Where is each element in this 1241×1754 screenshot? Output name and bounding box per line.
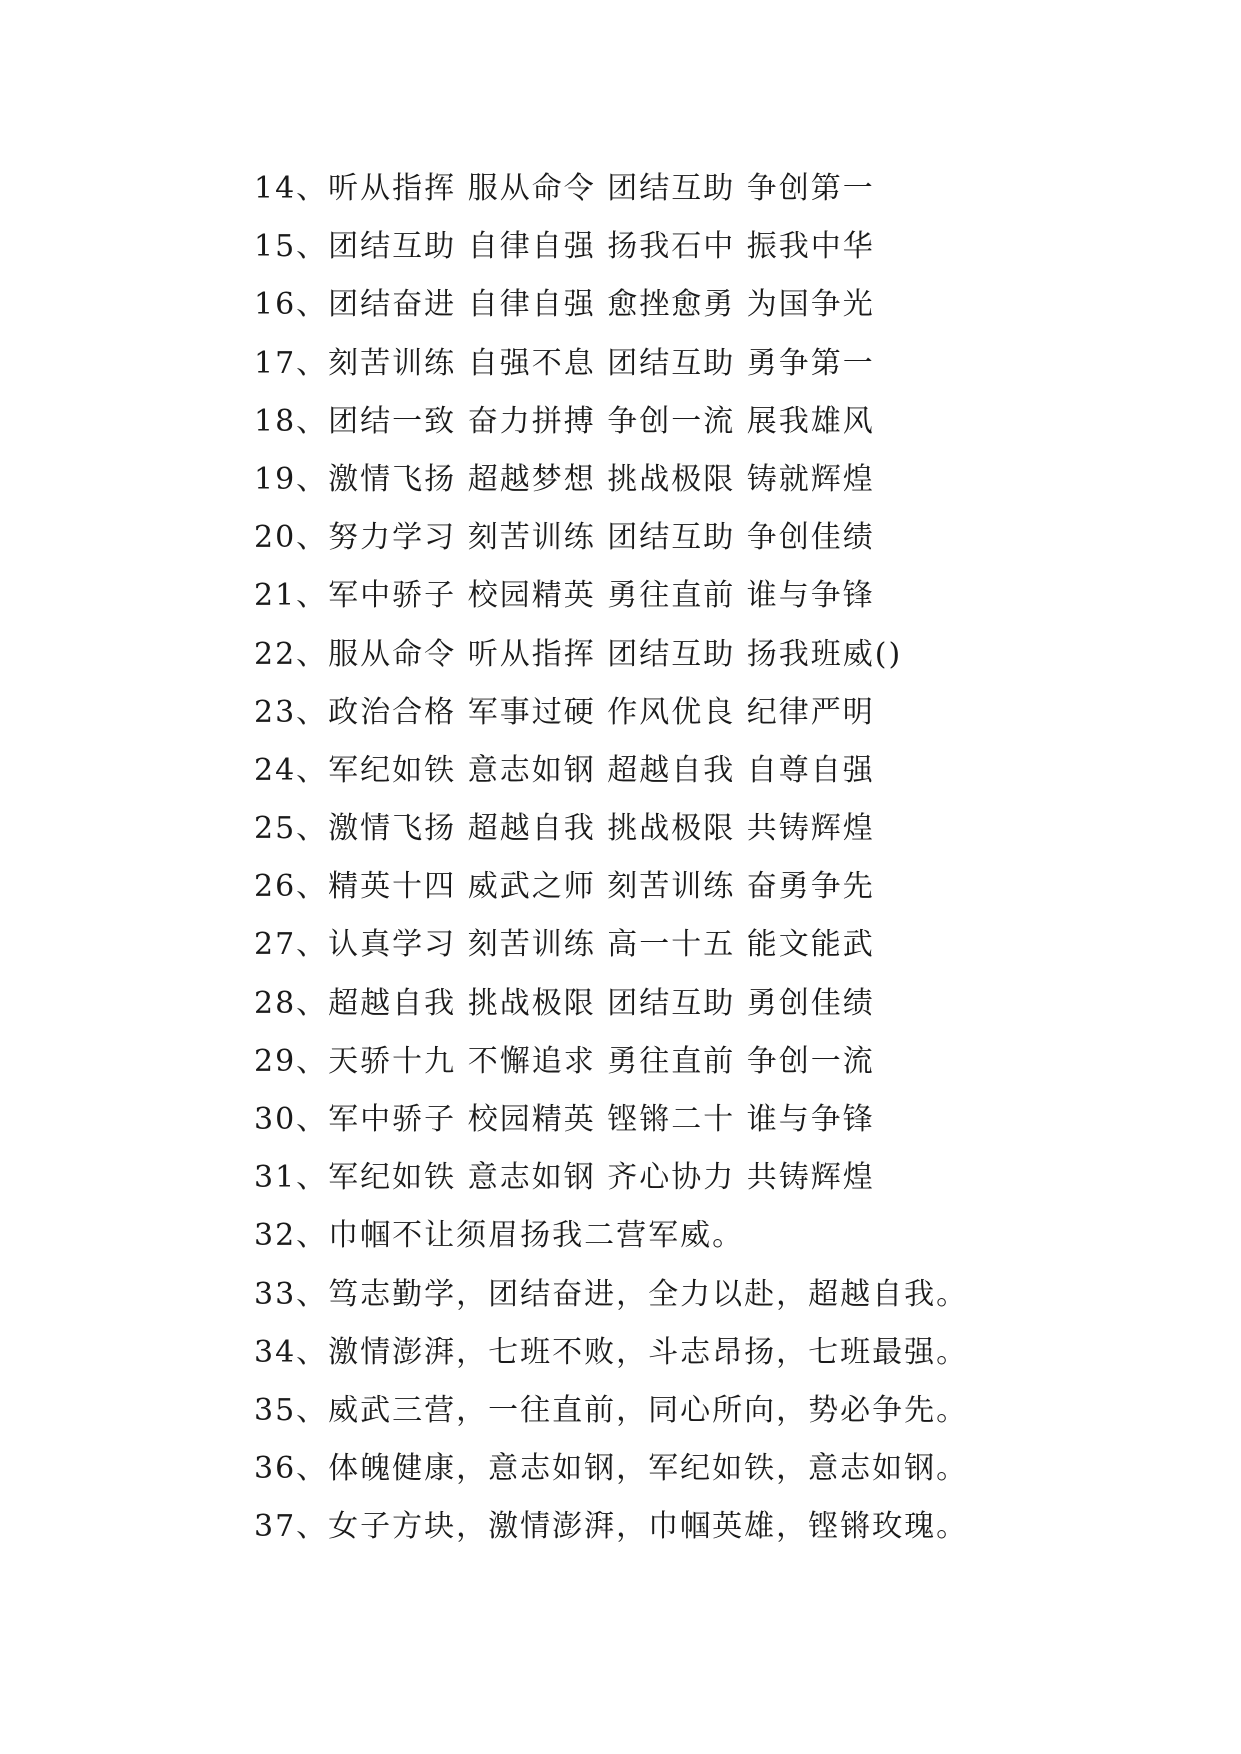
slogan-line: 23、政治合格 军事过硬 作风优良 纪律严明 — [254, 694, 875, 730]
slogan-list — [254, 160, 1214, 1557]
slogan-line: 25、激情飞扬 超越自我 挑战极限 共铸辉煌 — [254, 811, 875, 847]
slogan-line: 24、军纪如铁 意志如钢 超越自我 自尊自强 — [254, 752, 875, 788]
slogan-line: 36、体魄健康，意志如钢，军纪如铁，意志如钢。 — [254, 1451, 969, 1487]
slogan-line: 31、军纪如铁 意志如钢 齐心协力 共铸辉煌 — [254, 1160, 875, 1196]
slogan-line: 30、军中骄子 校园精英 铿锵二十 谁与争锋 — [254, 1102, 875, 1137]
slogan-line: 35、威武三营，一往直前，同心所向，势必争先。 — [254, 1392, 969, 1428]
slogan-line: 17、刻苦训练 自强不息 团结互助 勇争第一 — [254, 345, 875, 381]
slogan-line: 14、听从指挥 服从命令 团结互助 争创第一 — [254, 171, 875, 206]
slogan-line: 29、天骄十九 不懈追求 勇往直前 争创一流 — [254, 1043, 875, 1079]
slogan-line: 20、努力学习 刻苦训练 团结互助 争创佳绩 — [254, 520, 875, 556]
slogan-line: 33、笃志勤学，团结奋进，全力以赴，超越自我。 — [254, 1276, 969, 1312]
slogan-line: 37、女子方块，激情澎湃，巾帼英雄，铿锵玫瑰。 — [254, 1509, 969, 1545]
slogan-line: 22、服从命令 听从指挥 团结互助 扬我班威() — [254, 636, 903, 672]
slogan-line: 18、团结一致 奋力拼搏 争创一流 展我雄风 — [254, 403, 875, 439]
slogan-line: 19、激情飞扬 超越梦想 挑战极限 铸就辉煌 — [254, 461, 875, 497]
slogan-line: 26、精英十四 威武之师 刻苦训练 奋勇争先 — [254, 869, 875, 905]
slogan-line: 21、军中骄子 校园精英 勇往直前 谁与争锋 — [254, 578, 875, 614]
slogan-line: 15、团结互助 自律自强 扬我石中 振我中华 — [254, 229, 875, 265]
slogan-line: 16、团结奋进 自律自强 愈挫愈勇 为国争光 — [254, 287, 875, 323]
slogan-line: 27、认真学习 刻苦训练 高一十五 能文能武 — [254, 927, 875, 963]
slogan-line: 32、巾帼不让须眉扬我二营军威。 — [254, 1218, 745, 1254]
slogan-line: 28、超越自我 挑战极限 团结互助 勇创佳绩 — [254, 985, 875, 1021]
slogan-line: 34、激情澎湃，七班不败，斗志昂扬，七班最强。 — [254, 1334, 969, 1370]
